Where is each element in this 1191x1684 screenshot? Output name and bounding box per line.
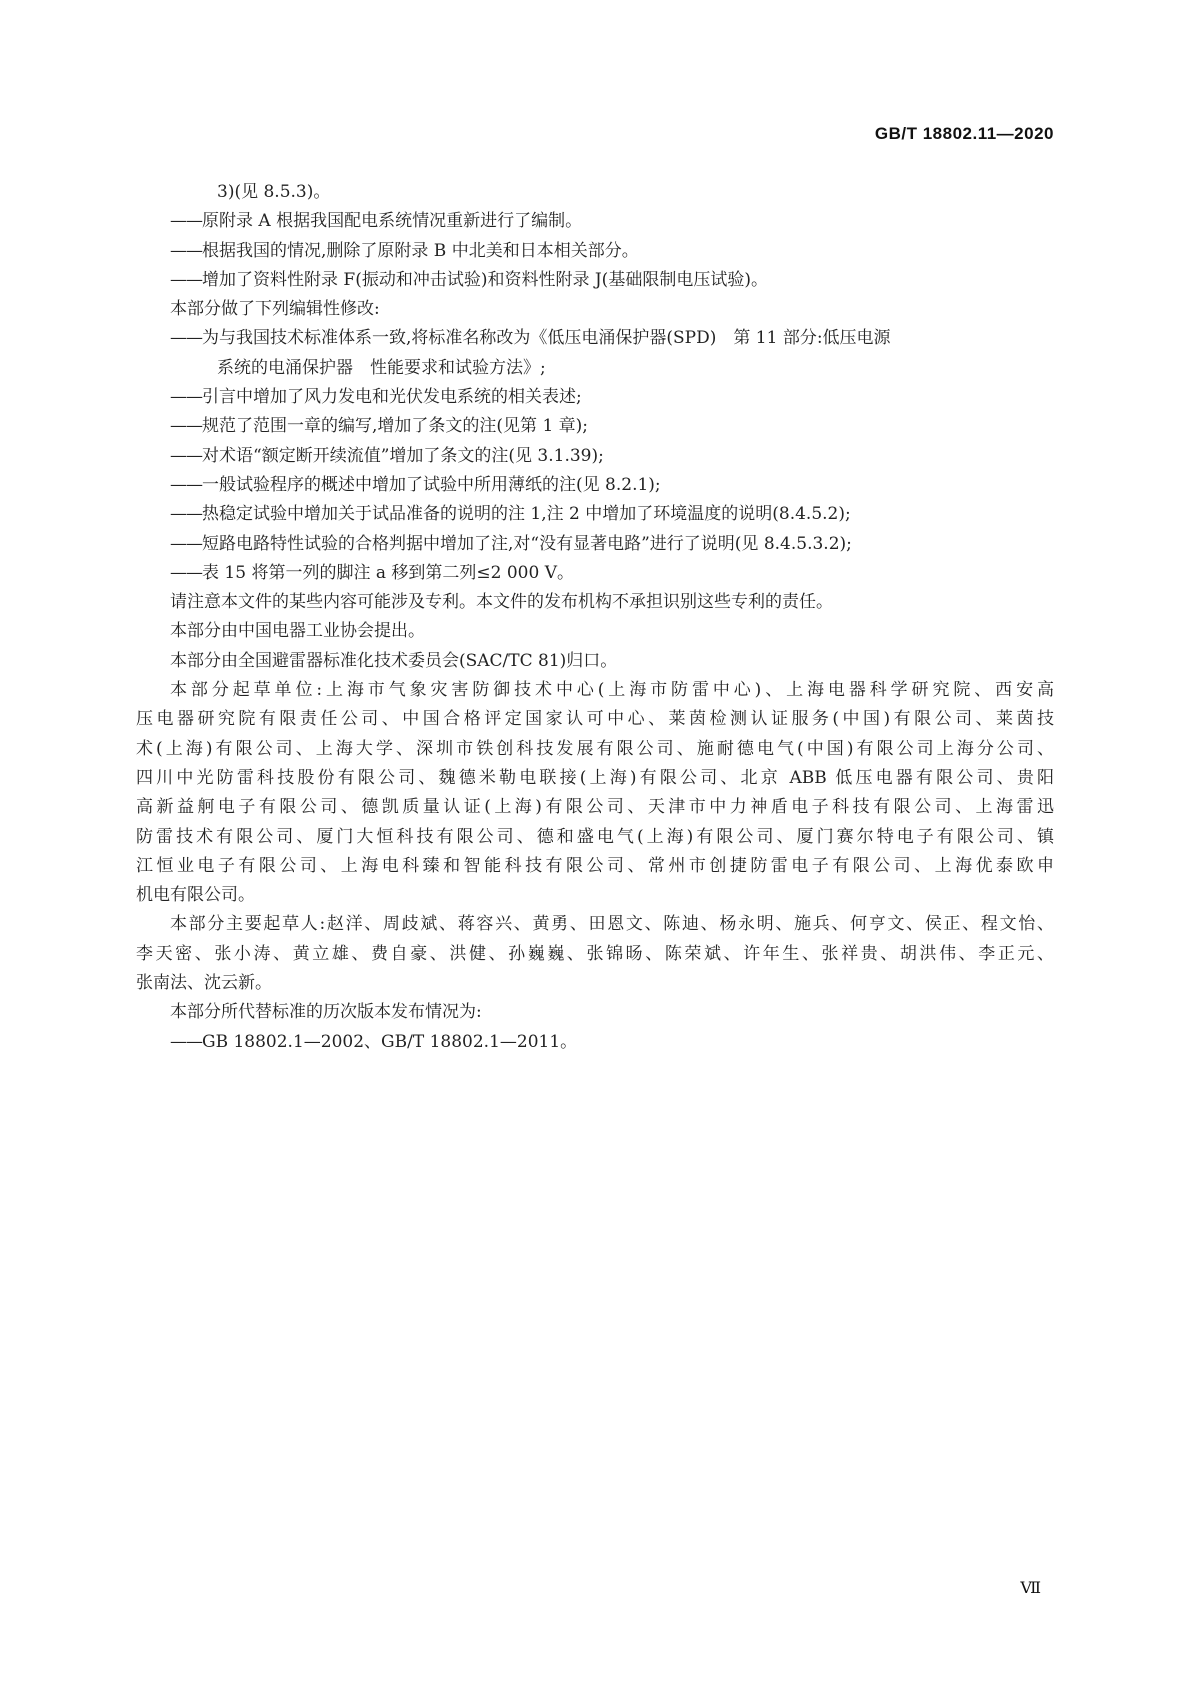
list-item-text: 根据我国的情况,删除了原附录 B 中北美和日本相关部分。 [202, 240, 639, 261]
list-item-text: 规范了范围一章的编写,增加了条文的注(见第 1 章); [202, 416, 589, 437]
list-item-text: 一般试验程序的概述中增加了试验中所用薄纸的注(见 8.2.1); [202, 474, 661, 495]
text-line: 本部分由全国避雷器标准化技术委员会(SAC/TC 81)归口。 [170, 650, 618, 671]
list-item-text: 引言中增加了风力发电和光伏发电系统的相关表述; [202, 387, 582, 408]
text-line: 本部分所代替标准的历次版本发布情况为: [170, 1002, 482, 1023]
list-item [170, 324, 1054, 353]
paragraph-line: 李天密、张小涛、黄立雄、费自豪、洪健、孙巍巍、张锦旸、陈荣斌、许年生、张祥贵、胡洪伟、李正元、 [136, 943, 1054, 964]
paragraph-line: 术(上海)有限公司、上海大学、深圳市铁创科技发展有限公司、施耐德电气(中国)有限公司上海分公司、 [136, 738, 1054, 759]
list-item [170, 471, 1054, 500]
list-item [170, 412, 1054, 441]
document-body [136, 178, 1054, 1057]
list-item [170, 500, 1054, 529]
dash-marker: —— [170, 562, 202, 583]
text-line: 系统的电涌保护器 性能要求和试验方法》; [217, 357, 546, 378]
list-item-text: 对术语“额定断开续流值”增加了条文的注(见 3.1.39); [202, 445, 604, 466]
text-line: 本部分由中国电器工业协会提出。 [170, 621, 425, 642]
list-item-text: 短路电路特性试验的合格判据中增加了注,对“没有显著电路”进行了说明(见 8.4.5.3.2); [202, 533, 852, 554]
paragraph-line: 张南法、沈云新。 [136, 973, 272, 994]
paragraph-line: 高新益舸电子有限公司、德凯质量认证(上海)有限公司、天津市中力神盾电子科技有限公司、上海雷迅 [136, 797, 1054, 818]
drafters-paragraph [136, 910, 1054, 998]
dash-marker: —— [170, 269, 202, 290]
standard-code: GB/T 18802.11—2020 [874, 124, 1054, 143]
paragraph-line: 本部分主要起草人:赵洋、周歧斌、蒋容兴、黄勇、田恩文、陈迪、杨永明、施兵、何亨文、侯正、程文怡、 [170, 914, 1054, 935]
paragraph-line: 压电器研究院有限责任公司、中国合格评定国家认可中心、莱茵检测认证服务(中国)有限公司、莱茵技 [136, 709, 1054, 730]
list-item-text: 增加了资料性附录 F(振动和冲击试验)和资料性附录 J(基础限制电压试验)。 [202, 269, 768, 290]
list-item-text: 热稳定试验中增加关于试品准备的说明的注 1,注 2 中增加了环境温度的说明(8.4.5.2); [202, 504, 851, 525]
list-item-text: GB 18802.1—2002、GB/T 18802.1—2011。 [202, 1031, 578, 1052]
page-number: Ⅶ [1020, 1580, 1041, 1597]
text-line: 请注意本文件的某些内容可能涉及专利。本文件的发布机构不承担识别这些专利的责任。 [170, 592, 833, 613]
paragraph-line: 四川中光防雷科技股份有限公司、魏德米勒电联接(上海)有限公司、北京 ABB 低压电器有限公司、贵阳 [136, 767, 1054, 788]
paragraph-line: 江恒业电子有限公司、上海电科臻和智能科技有限公司、常州市创捷防雷电子有限公司、上海优泰欧申 [136, 855, 1054, 876]
text-line: 本部分做了下列编辑性修改: [170, 299, 380, 320]
list-item-text: 表 15 将第一列的脚注 a 移到第二列≤2 000 V。 [202, 562, 574, 583]
dash-marker: —— [170, 211, 202, 232]
list-item [170, 207, 1054, 236]
text-line: 3)(见 8.5.3)。 [217, 182, 331, 202]
list-item [170, 266, 1054, 295]
dash-marker: —— [170, 445, 202, 466]
paragraph-line: 本部分起草单位:上海市气象灾害防御技术中心(上海市防雷中心)、上海电器科学研究院、西安高 [170, 680, 1054, 701]
list-item-text: 为与我国技术标准体系一致,将标准名称改为《低压电涌保护器(SPD) 第 11 部分:低压电源 [202, 328, 891, 349]
dash-marker: —— [170, 416, 202, 437]
dash-marker: —— [170, 504, 202, 525]
dash-marker: —— [170, 240, 202, 261]
list-item [170, 237, 1054, 266]
list-item [170, 559, 1054, 588]
paragraph-line: 机电有限公司。 [136, 885, 255, 906]
dash-marker: —— [170, 1031, 202, 1052]
paragraph-line: 防雷技术有限公司、厦门大恒科技有限公司、德和盛电气(上海)有限公司、厦门赛尔特电子有限公司、镇 [136, 826, 1054, 847]
list-item [170, 442, 1054, 471]
dash-marker: —— [170, 533, 202, 554]
dash-marker: —— [170, 387, 202, 408]
dash-marker: —— [170, 328, 202, 349]
list-item-text: 原附录 A 根据我国配电系统情况重新进行了编制。 [202, 211, 583, 232]
list-item [170, 383, 1054, 412]
dash-marker: —— [170, 474, 202, 495]
list-item [170, 1028, 1054, 1057]
drafting-units-paragraph [136, 676, 1054, 910]
list-item [170, 530, 1054, 559]
